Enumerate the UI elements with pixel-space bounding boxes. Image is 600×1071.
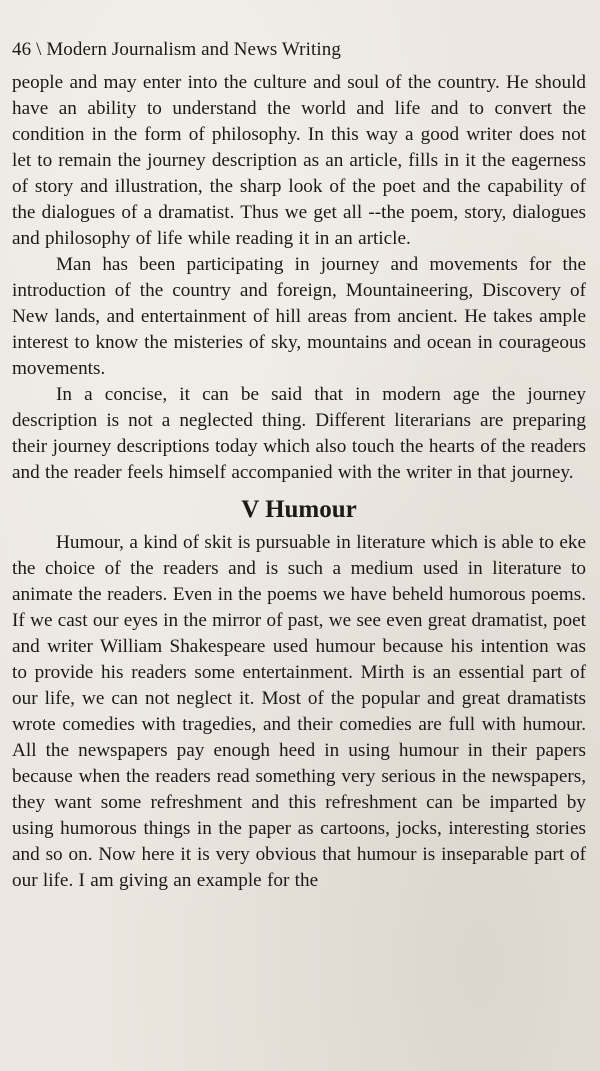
book-title: Modern Journalism and News Writing [46,39,341,60]
section-paragraph: Humour, a kind of skit is pursuable in literature which is able to eke the choice of the readers and is such a medium used in literature to animate the readers. Even in the poems we have beheld humorous poems. If we cast our eyes in the mirror of past, we see even great dramatist, poet and writer William Shakespeare used humour because his intention was to provide his readers some entertainment. Mirth is an essential part of our life, we can not neglect it. Most of the popular and great dramatists wrote comedies with tragedies, and their comedies are full with humour. All the newspapers pay enough heed in using humour in their papers because when the readers read something very serious in the newspapers, they want some refreshment and this refreshment can be imparted by using humorous things in the paper as cartoons, jocks, interesting stories and so on. Now here it is very obvious that humour is inseparable part of our life. I am giving an example for the [12,532,586,891]
body-paragraph: Man has been participating in journey and movements for the introduction of the country and foreign, Mountaineering, Discovery of New lands, and entertainment of hill areas from ancient. He takes ample interest to know the misteries of sky, mountains and ocean in courageous movements. [12,254,586,379]
page-number: 46 [12,39,32,60]
section-heading: V Humour [241,496,357,523]
running-head [12,38,586,62]
header-separator: \ [36,39,42,60]
body-paragraph-continued: people and may enter into the culture and soul of the country. He should have an ability to understand the world and life and to convert the condition in the form of philosophy. In this way a good writer does not let to remain the journey description as an article, fills in it the eagerness of story and illustration, the sharp look of the poet and the capability of the dialogues of a dramatist. Thus we get all --the poem, story, dialogues and philosophy of life while reading it in an article. [12,72,586,249]
body-paragraph: In a concise, it can be said that in modern age the journey description is not a neglected thing. Different literarians are preparing their journey descriptions today which also touch the hearts of the readers and the reader feels himself accompanied with the writer in that journey. [12,384,586,483]
